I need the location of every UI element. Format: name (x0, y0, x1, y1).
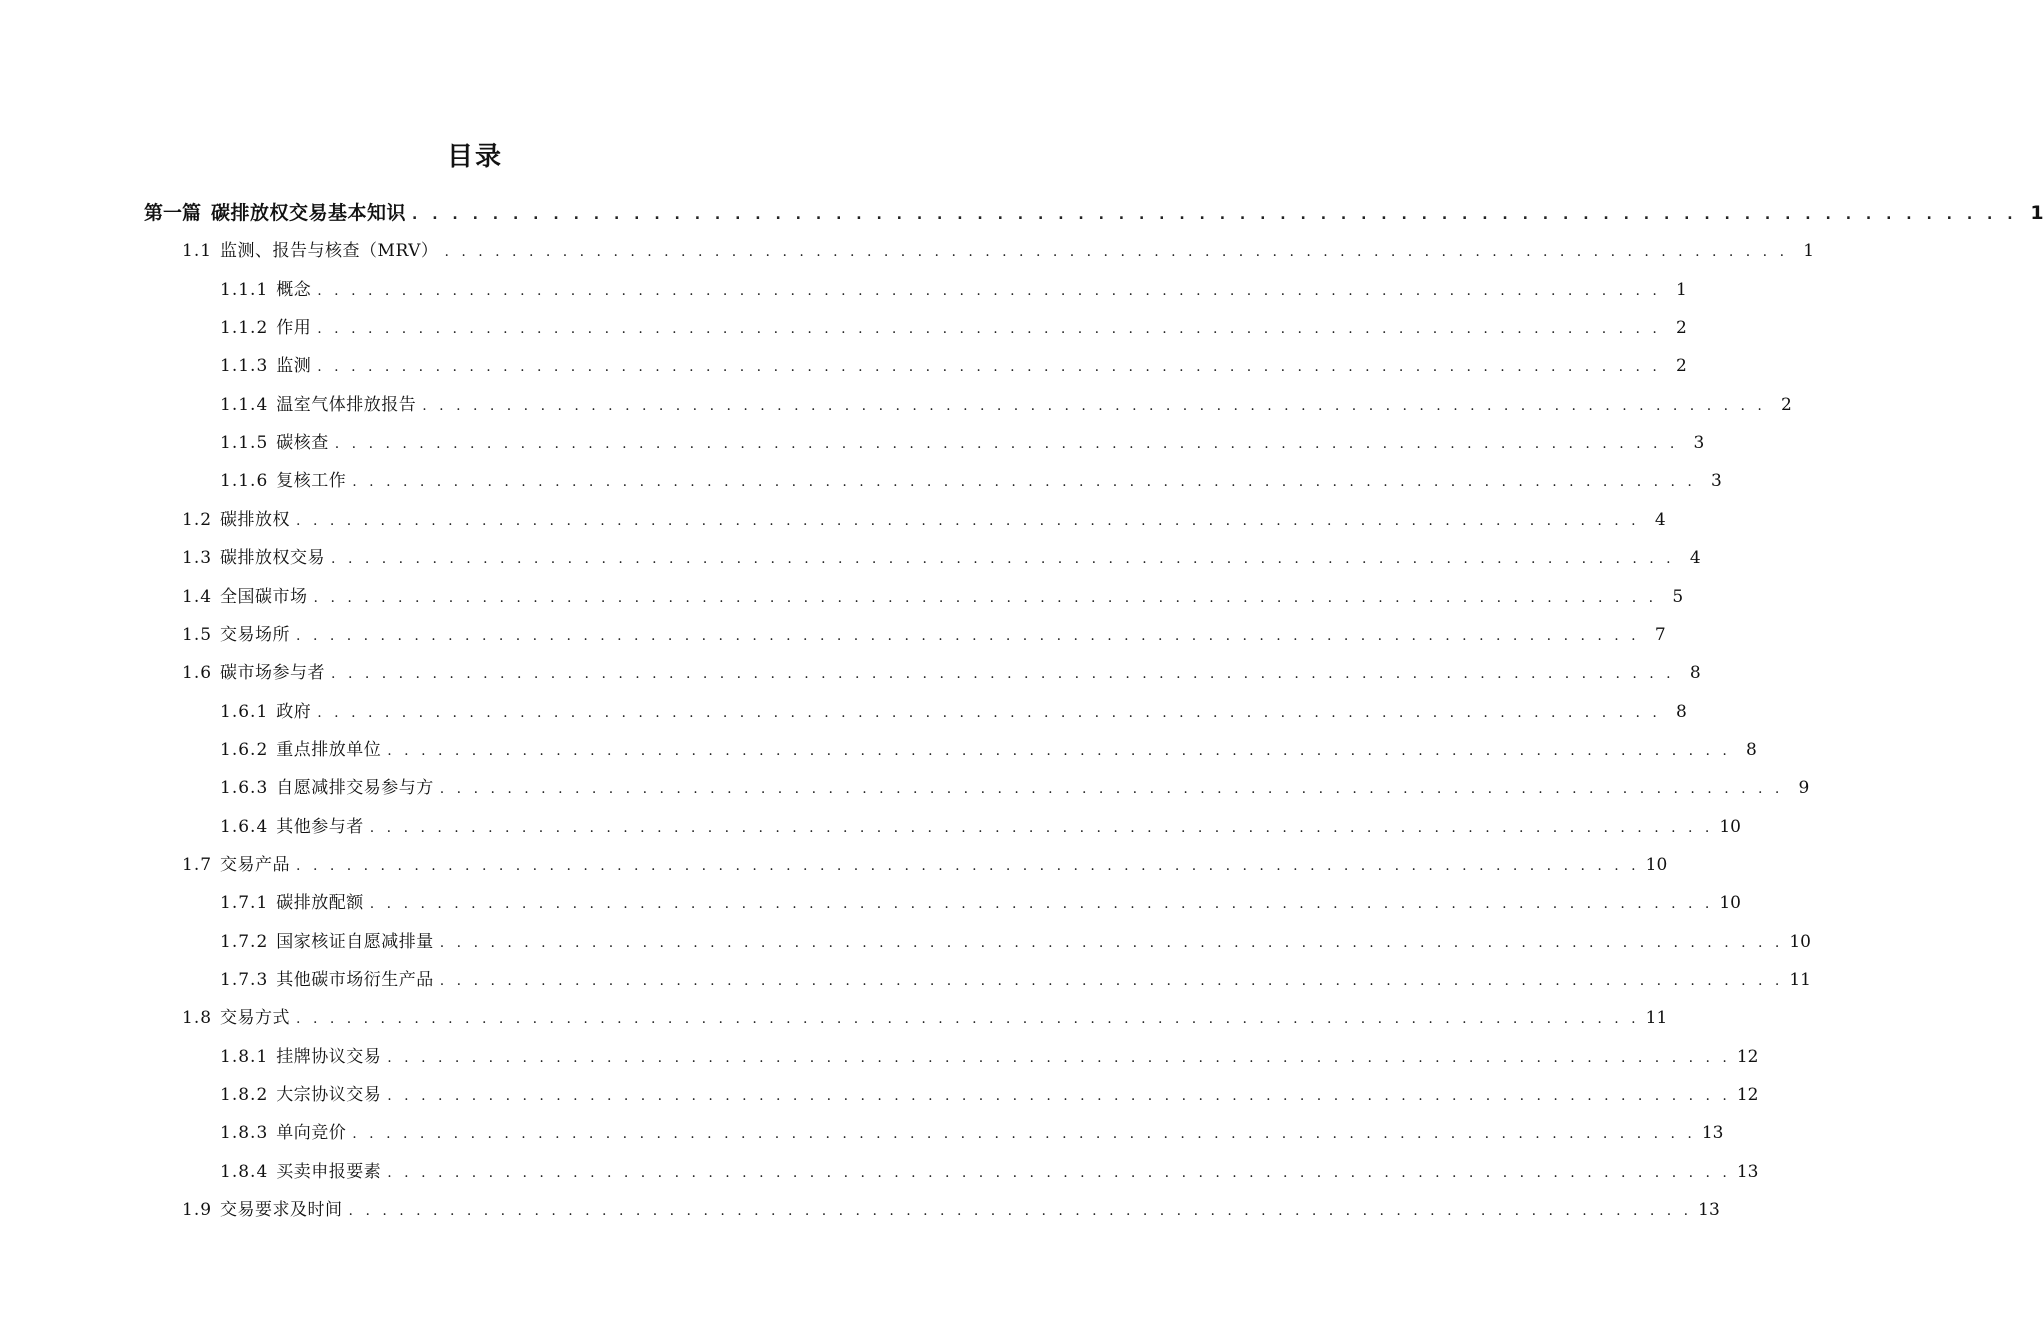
toc-entry-page-number: 10 (1789, 931, 1811, 952)
toc-entry-number: 1.1.6 (220, 471, 269, 492)
toc-entry[interactable] (220, 354, 1687, 378)
toc-entry-number: 1.6 (182, 663, 213, 684)
dot-leader: . . . . . . . . . . . . . . . . . . . . . . . . . . . . . . . . . . . . . . . . . . . . . . . . . . . . . . . . . . . . . . . . . . . . . . . . . . . . . . . . (369, 819, 1714, 836)
dot-leader: . . . . . . . . . . . . . . . . . . . . . . . . . . . . . . . . . . . . . . . . . . . . . . . . . . . . . . . . . . . . . . . . . . . . . . . . . . . . . . . . (387, 1049, 1731, 1066)
toc-entry-number: 1.1.5 (220, 433, 269, 454)
toc-entry-label: 监测 (276, 356, 312, 377)
toc-entry-page-number: 4 (1689, 548, 1701, 569)
toc-entry-label: 政府 (276, 701, 312, 722)
toc-entry-page-number: 9 (1798, 778, 1810, 799)
toc-entry-label: 大宗协议交易 (276, 1085, 382, 1106)
toc-entry-number: 1.6.3 (220, 778, 269, 799)
toc-entry[interactable] (220, 968, 1811, 992)
dot-leader: . . . . . . . . . . . . . . . . . . . . . . . . . . . . . . . . . . . . . . . . . . . . . . . . . . . . . . . . . . . . . . . . . . . . . . . . . . . . . . . . (317, 282, 1661, 299)
toc-entry[interactable] (220, 278, 1687, 302)
toc-entry[interactable] (182, 661, 1701, 685)
toc-entry-number: 1.8.3 (220, 1123, 269, 1144)
toc-entry-number: 1.1.2 (220, 318, 269, 339)
toc-entry-number: 1.7.3 (220, 970, 269, 990)
dot-leader: . . . . . . . . . . . . . . . . . . . . . . . . . . . . . . . . . . . . . . . . . . . . . . . . . . . . . . . . . . . . . . . . . . . . . . . . . . . . . . . . (439, 934, 1784, 951)
toc-entry-label: 碳排放权交易基本知识 (211, 202, 407, 224)
toc-entry[interactable] (182, 853, 1668, 877)
toc-entry-page-number: 13 (1701, 1123, 1724, 1144)
toc-entry-label: 交易方式 (220, 1008, 291, 1029)
toc-entry-label: 碳核查 (276, 433, 329, 454)
toc-entry[interactable] (182, 585, 1684, 609)
toc-entry-number: 1.6.2 (220, 739, 269, 760)
toc-entry-number: 1.8 (182, 1008, 213, 1029)
toc-entry-label: 碳排放权交易 (220, 548, 326, 569)
toc-entry[interactable] (220, 431, 1705, 455)
toc-entry[interactable] (182, 1198, 1720, 1222)
toc-entry-label: 温室气体排放报告 (276, 394, 417, 415)
toc-entry-label: 其他碳市场衍生产品 (276, 970, 434, 990)
dot-leader: . . . . . . . . . . . . . . . . . . . . . . . . . . . . . . . . . . . . . . . . . . . . . . . . . . . . . . . . . . . . . . . . . . . . . . . . . . . . . . . . (296, 512, 1640, 529)
toc-entry-number: 1.4 (182, 586, 213, 607)
toc-entry[interactable] (220, 393, 1792, 417)
toc-entry-label: 碳排放权 (220, 509, 291, 530)
toc-entry-page-number: 1 (1803, 241, 1815, 262)
dot-leader: . . . . . . . . . . . . . . . . . . . . . . . . . . . . . . . . . . . . . . . . . . . . . . . . . . . . . . . . . . . . . . . . . . . . . . . . . . . . . . . . (439, 781, 1784, 798)
toc-entry-number: 1.8.1 (220, 1046, 269, 1067)
toc-entry-label: 全国碳市场 (220, 586, 308, 607)
dot-leader: . . . . . . . . . . . . . . . . . . . . . . . . . . . . . . . . . . . . . . . . . . . . . . . . . . . . . . . . . . . . . . . . . . . . . . . . . . . . . . . . (317, 704, 1661, 721)
toc-entry-label: 碳排放配额 (276, 893, 364, 914)
toc-entry-number: 1.1.1 (220, 279, 269, 300)
toc-entry-number: 1.6.1 (220, 701, 269, 722)
toc-entry[interactable] (220, 1121, 1724, 1145)
toc-entry-page-number: 10 (1645, 854, 1668, 875)
toc-entry-number: 第一篇 (144, 202, 202, 224)
toc-entry-number: 1.7.2 (220, 931, 269, 952)
toc-entry[interactable] (182, 239, 1815, 263)
toc-entry-number: 1.2 (182, 509, 213, 530)
dot-leader: . . . . . . . . . . . . . . . . . . . . . . . . . . . . . . . . . . . . . . . . . . . . . . . . . . . . . . . . . . . . . . . . . . . . . . . . . . . . . . . . (444, 244, 1789, 261)
dot-leader: . . . . . . . . . . . . . . . . . . . . . . . . . . . . . . . . . . . . . . . . . . . . . . . . . . . . . . . . . . . . . . . . . . . . . . . . . . . . . . . . (334, 436, 1679, 453)
toc-entry-page-number: 10 (1719, 816, 1741, 837)
toc-entry-page-number: 8 (1676, 701, 1687, 722)
dot-leader: . . . . . . . . . . . . . . . . . . . . . . . . . . . . . . . . . . . . . . . . . . . . . . . . . . . . . . . . . . . . . . . . . . . . . . . . . . . . . . . . (317, 321, 1661, 338)
toc-entry[interactable] (220, 815, 1741, 839)
dot-leader: . . . . . . . . . . . . . . . . . . . . . . . . . . . . . . . . . . . . . . . . . . . . . . . . . . . . . . . . . . . . . . . . . . . . . . . . . . . . . . . . (331, 551, 1675, 568)
toc-entry-page-number: 1 (2030, 202, 2044, 224)
toc-entry-label: 自愿减排交易参与方 (276, 778, 434, 799)
toc-entry[interactable] (220, 776, 1810, 800)
dot-leader: . . . . . . . . . . . . . . . . . . . . . . . . . . . . . . . . . . . . . . . . . . . . . . . . . . . . . . . . . . . . . . . . . . . . . . . . . . . . . . . . (313, 589, 1658, 606)
toc-entry-page-number: 5 (1672, 586, 1684, 607)
toc-entry-label: 其他参与者 (276, 816, 364, 837)
toc-entry-label: 作用 (276, 318, 312, 339)
toc-entry-page-number: 8 (1689, 663, 1701, 684)
dot-leader: . . . . . . . . . . . . . . . . . . . . . . . . . . . . . . . . . . . . . . . . . . . . . . . . . . . . . . . . . . . . . . . . . . . . . . . . . . . . . . . . (422, 397, 1766, 414)
page-title: 目录 (446, 142, 503, 172)
toc-entry[interactable] (182, 623, 1666, 647)
toc-entry-page-number: 13 (1736, 1161, 1759, 1182)
toc-entry-number: 1.1.3 (220, 356, 269, 377)
toc-entry-page-number: 12 (1736, 1046, 1759, 1067)
dot-leader: . . . . . . . . . . . . . . . . . . . . . . . . . . . . . . . . . . . . . . . . . . . . . . . . . . . . . . . . . . . . . . . . . . . . . . . . . . . . . . . . (439, 973, 1784, 989)
toc-entry-number: 1.9 (182, 1200, 213, 1221)
toc-entry-number: 1.3 (182, 548, 213, 569)
toc-entry-page-number: 3 (1711, 471, 1722, 492)
dot-leader: . . . . . . . . . . . . . . . . . . . . . . . . . . . . . . . . . . . . . . . . . . . . . . . . . . . . . . . . . . . . . . . . . . . . . . . . . . . . . . . . (352, 474, 1696, 491)
toc-entry-page-number: 10 (1719, 893, 1741, 914)
toc-entry[interactable] (220, 1160, 1759, 1184)
toc-entry-label: 国家核证自愿减排量 (276, 931, 434, 952)
toc-entry-page-number: 2 (1676, 356, 1687, 377)
toc-entry-page-number: 2 (1676, 318, 1687, 339)
toc-entry-page-number: 3 (1693, 433, 1705, 454)
toc-entry-label: 监测、报告与核查（MRV） (220, 241, 439, 262)
dot-leader: . . . . . . . . . . . . . . . . . . . . . . . . . . . . . . . . . . . . . . . . . . . . . . . . . . . . . . . . . . . . . . . . . . . . . . . . . . . . . . . . (412, 207, 2018, 223)
toc-entry-page-number: 2 (1781, 394, 1792, 415)
dot-leader: . . . . . . . . . . . . . . . . . . . . . . . . . . . . . . . . . . . . . . . . . . . . . . . . . . . . . . . . . . . . . . . . . . . . . . . . . . . . . . . . (352, 1126, 1696, 1143)
toc-entry-number: 1.8.4 (220, 1161, 269, 1182)
toc-entry-label: 复核工作 (276, 471, 347, 492)
toc-entry[interactable] (220, 469, 1722, 493)
toc-entry[interactable] (182, 546, 1701, 570)
dot-leader: . . . . . . . . . . . . . . . . . . . . . . . . . . . . . . . . . . . . . . . . . . . . . . . . . . . . . . . . . . . . . . . . . . . . . . . . . . . . . . . . (296, 627, 1640, 644)
toc-entry-label: 买卖申报要素 (276, 1161, 382, 1182)
toc-entry[interactable] (220, 316, 1687, 340)
dot-leader: . . . . . . . . . . . . . . . . . . . . . . . . . . . . . . . . . . . . . . . . . . . . . . . . . . . . . . . . . . . . . . . . . . . . . . . . . . . . . . . . (369, 896, 1714, 913)
toc-entry-number: 1.7.1 (220, 893, 269, 914)
dot-leader: . . . . . . . . . . . . . . . . . . . . . . . . . . . . . . . . . . . . . . . . . . . . . . . . . . . . . . . . . . . . . . . . . . . . . . . . . . . . . . . . (296, 1011, 1640, 1028)
toc-entry[interactable] (182, 1006, 1668, 1030)
toc-entry-page-number: 12 (1736, 1085, 1759, 1106)
toc-entry-page-number: 13 (1698, 1200, 1720, 1221)
toc-entry-number: 1.1 (182, 241, 213, 262)
dot-leader: . . . . . . . . . . . . . . . . . . . . . . . . . . . . . . . . . . . . . . . . . . . . . . . . . . . . . . . . . . . . . . . . . . . . . . . . . . . . . . . . (331, 666, 1675, 683)
toc-entry-page-number: 8 (1746, 739, 1757, 760)
toc-entry-number: 1.8.2 (220, 1085, 269, 1106)
toc-entry-label: 交易产品 (220, 854, 291, 875)
dot-leader: . . . . . . . . . . . . . . . . . . . . . . . . . . . . . . . . . . . . . . . . . . . . . . . . . . . . . . . . . . . . . . . . . . . . . . . . . . . . . . . . (296, 857, 1640, 874)
toc-entry-page-number: 11 (1789, 970, 1811, 990)
toc-entry-page-number: 1 (1676, 279, 1687, 300)
dot-leader: . . . . . . . . . . . . . . . . . . . . . . . . . . . . . . . . . . . . . . . . . . . . . . . . . . . . . . . . . . . . . . . . . . . . . . . . . . . . . . . . (387, 742, 1731, 759)
toc-entry[interactable] (182, 508, 1666, 532)
toc-entry[interactable] (144, 201, 2044, 225)
toc-entry-label: 碳市场参与者 (220, 663, 326, 684)
toc-entry-page-number: 11 (1645, 1008, 1668, 1029)
toc-entry-label: 交易要求及时间 (220, 1200, 343, 1221)
toc-entry[interactable] (220, 1045, 1759, 1069)
toc-entry-page-number: 4 (1654, 509, 1666, 530)
dot-leader: . . . . . . . . . . . . . . . . . . . . . . . . . . . . . . . . . . . . . . . . . . . . . . . . . . . . . . . . . . . . . . . . . . . . . . . . . . . . . . . . (387, 1088, 1731, 1105)
toc-entry-number: 1.1.4 (220, 394, 269, 415)
toc-entry[interactable] (220, 1083, 1759, 1107)
toc-entry-label: 交易场所 (220, 624, 291, 645)
dot-leader: . . . . . . . . . . . . . . . . . . . . . . . . . . . . . . . . . . . . . . . . . . . . . . . . . . . . . . . . . . . . . . . . . . . . . . . . . . . . . . . . (348, 1203, 1693, 1220)
toc-entry-label: 重点排放单位 (276, 739, 382, 760)
toc-entry-number: 1.7 (182, 854, 213, 875)
toc-entry[interactable] (220, 700, 1687, 724)
toc-entry-number: 1.6.4 (220, 816, 269, 837)
dot-leader: . . . . . . . . . . . . . . . . . . . . . . . . . . . . . . . . . . . . . . . . . . . . . . . . . . . . . . . . . . . . . . . . . . . . . . . . . . . . . . . . (317, 359, 1661, 376)
toc-entry[interactable] (220, 738, 1757, 762)
toc-entry-label: 概念 (276, 279, 312, 300)
toc-entry-label: 挂牌协议交易 (276, 1046, 382, 1067)
dot-leader: . . . . . . . . . . . . . . . . . . . . . . . . . . . . . . . . . . . . . . . . . . . . . . . . . . . . . . . . . . . . . . . . . . . . . . . . . . . . . . . . (387, 1164, 1731, 1181)
toc-entry[interactable] (220, 891, 1741, 915)
toc-entry[interactable] (220, 930, 1811, 954)
toc-entry-number: 1.5 (182, 624, 213, 645)
toc-entry-label: 单向竞价 (276, 1123, 347, 1144)
toc-entry-page-number: 7 (1654, 624, 1666, 645)
